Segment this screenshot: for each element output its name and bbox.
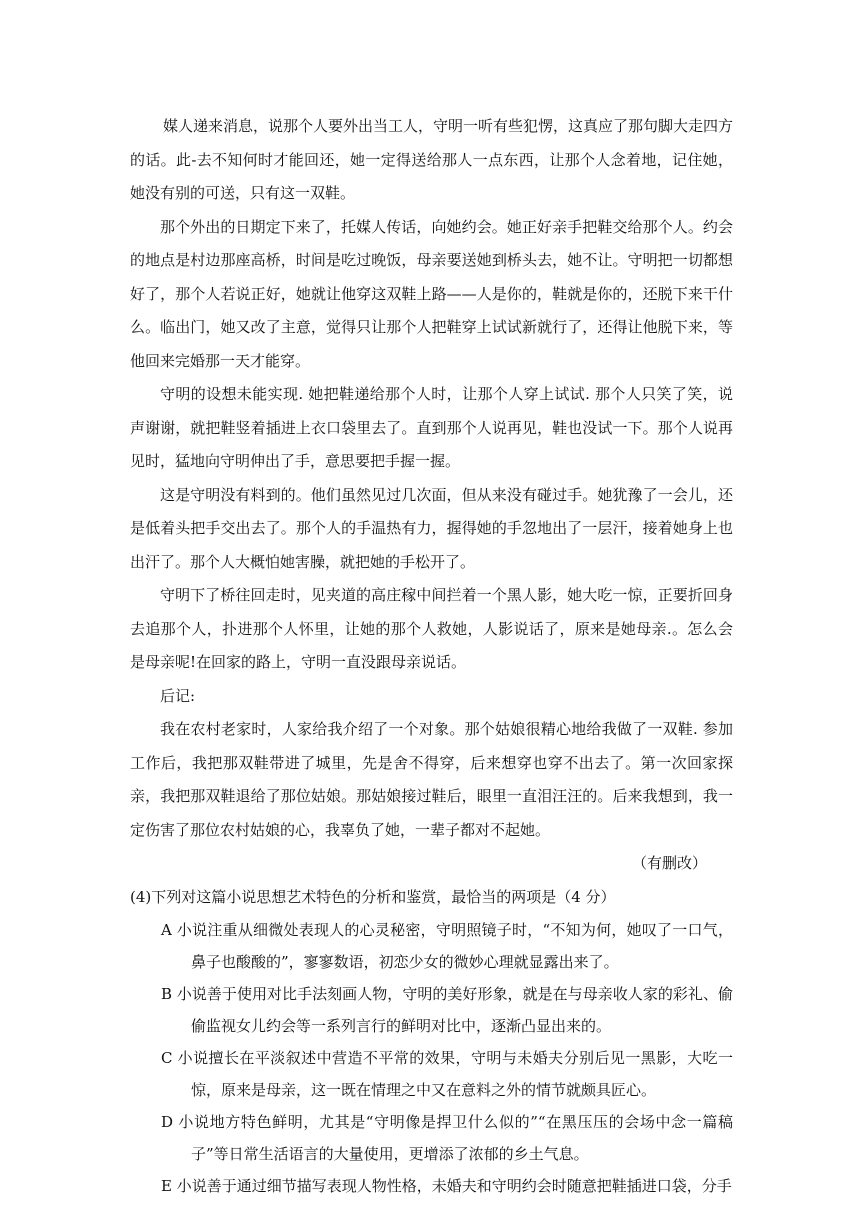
postscript-heading: 后记: (160, 686, 196, 705)
question-stem: (4)下列对这篇小说思想艺术特色的分析和鉴赏，最恰当的两项是（4 分） (130, 887, 616, 906)
option-c: C 小说擅长在平淡叙述中营造不平常的效果，守明与未婚夫分别后见一黑影，大吃一惊，原来是母亲，这一既在情理之中又在意料之外的情节就颇具匠心。 (161, 1049, 733, 1099)
passage-paragraph: 媒人递来消息，说那个人要外出当工人，守明一听有些犯愣，这真应了那句脚大走四方的话。此-去不知何时才能回还，她一定得送给那人一点东西，让那个人念着地，记住她，她没有别的可送，只有这一双鞋。 (130, 117, 734, 202)
passage-paragraph: 守明的设想未能实现. 她把鞋递给那个人时，让那个人穿上试试. 那个人只笑了笑，说声谢谢，就把鞋竖着插进上衣口袋里去了。直到那个人说再见，鞋也没试一下。那个人说再见时，猛地向守明伸出了手，意思要把手握一握。 (130, 385, 733, 470)
source-note: （有删改） (631, 854, 707, 872)
option-e: E 小说善于通过细节描写表现人物性格，未婚夫和守明约会时随意把鞋插进口袋，分手 (161, 1177, 732, 1195)
option-a: A 小说注重从细微处表现人的心灵秘密，守明照镜子时，“不知为何，她叹了一口气，鼻子也酸酸的”，寥寥数语，初恋少女的微妙心理就显露出来了。 (161, 921, 733, 971)
passage-paragraph: 这是守明没有料到的。他们虽然见过几次面，但从来没有碰过手。她犹豫了一会儿，还是低着头把手交出去了。那个人的手温热有力，握得她的手忽地出了一层汗，接着她身上也出汗了。那个人大概怕她害臊，就把她的手松开了。 (130, 485, 733, 571)
passage-paragraph: 那个外出的日期定下来了，托媒人传话，向她约会。她正好亲手把鞋交给那个人。约会的地点是村边那座高桥，时间是吃过晚饭，母亲要送她到桥头去，她不让。守明把一切都想好了，那个人若说正好，她就让他穿这双鞋上路——人是你的，鞋就是你的，还脱下来干什么。临出门，她又改了主意，觉得只让那个人把鞋穿上试试新就行了，还得让他脱下来，等他回来完婚那一天才能穿。 (130, 217, 733, 370)
postscript-paragraph: 我在农村老家时，人家给我介绍了一个对象。那个姑娘很精心地给我做了一双鞋. 参加工作后，我把那双鞋带进了城里，先是舍不得穿，后来想穿也穿不出去了。第一次回家探亲，我把那双鞋退给了那位姑娘。那姑娘接过鞋后，眼里一直泪汪汪的。后来我想到，我一定伤害了那位农村姑娘的心，我辜负了她，一辈子都对不起她。 (130, 720, 733, 839)
option-d: D 小说地方特色鲜明，尤其是“守明像是捍卫什么似的”“在黑压压的会场中念一篇稿子”等日常生活语言的大量使用，更增添了浓郁的乡土气息。 (161, 1113, 733, 1163)
document-page (130, 110, 733, 1202)
option-b: B 小说善于使用对比手法刻画人物，守明的美好形象，就是在与母亲收人家的彩礼、偷偷监视女儿约会等一系列言行的鲜明对比中，逐渐凸显出来的。 (161, 985, 733, 1035)
passage-paragraph: 守明下了桥往回走时，见夹道的高庄稼中间拦着一个黑人影，她大吃一惊，正要折回身去追那个人，扑进那个人怀里，让她的那个人救她，人影说话了，原来是她母亲.。怎么会是母亲呢!在回家的路上，守明一直没跟母亲说话。 (130, 586, 733, 671)
